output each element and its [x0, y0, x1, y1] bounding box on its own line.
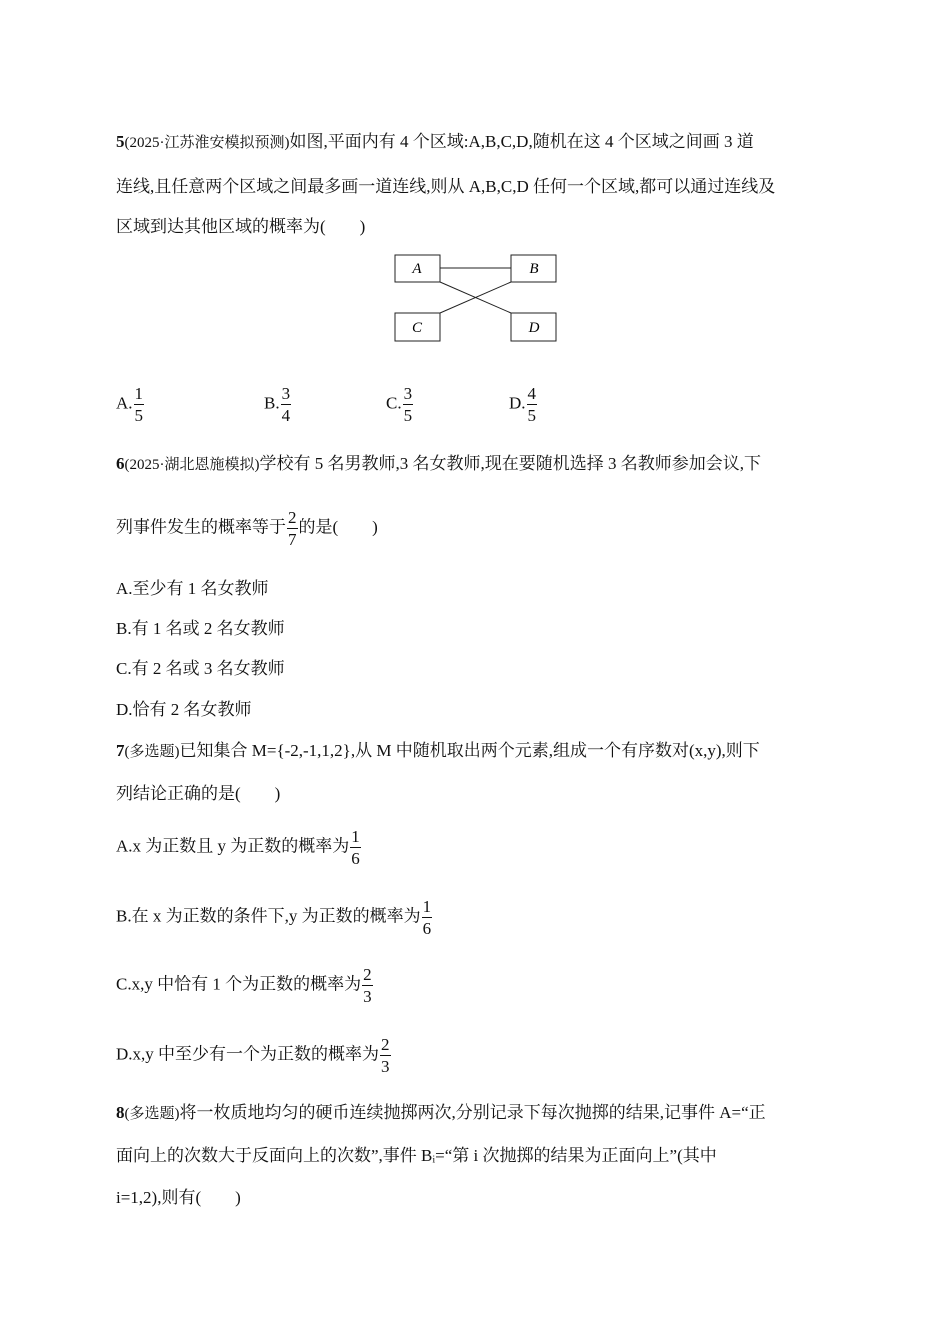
option-label: C.	[386, 393, 402, 413]
q5-line3: 区域到达其他区域的概率为( )	[116, 217, 366, 236]
label-c: C	[411, 320, 423, 336]
q6-number: 6	[116, 454, 125, 473]
q5-option-c[interactable]	[386, 385, 414, 424]
q8-line2: 面向上的次数大于反面向上的次数”,事件 Bᵢ=“第 i 次抛掷的结果为正面向上”(其中	[116, 1146, 717, 1165]
q8-text-1: 将一枚质地均匀的硬币连续抛掷两次,分别记录下每次抛掷的结果,记事件 A=“正	[179, 1103, 766, 1122]
fraction: $\frac{1}{5}$	[134, 384, 144, 425]
q6-text-1: 学校有 5 名男教师,3 名女教师,现在要随机选择 3 名教师参加会议,下	[259, 454, 761, 473]
q6-option-d[interactable]: D.恰有 2 名女教师	[116, 700, 252, 719]
fraction: $\frac{3}{4}$	[281, 384, 291, 425]
fraction: $\frac{2}{7}$	[288, 508, 297, 549]
fraction: $\frac{2}{3}$	[363, 965, 372, 1006]
q6-option-a[interactable]: A.至少有 1 名女教师	[116, 579, 269, 598]
q5-option-d[interactable]	[509, 385, 538, 424]
q6-text-2a: 列事件发生的概率等于	[116, 517, 286, 537]
q7-line1	[116, 740, 760, 763]
q7-option-a[interactable]: A.x 为正数且 y 为正数的概率为 $\frac{1}{6}$	[116, 827, 360, 868]
fraction: $\frac{4}{5}$	[527, 384, 537, 425]
q6-line2	[116, 509, 378, 548]
q7-tag: (多选题)	[124, 744, 180, 760]
q5-number: 5	[116, 132, 125, 151]
q8-tag: (多选题)	[124, 1106, 180, 1122]
q7-line2: 列结论正确的是( )	[116, 784, 281, 803]
q8-number: 8	[116, 1103, 125, 1122]
q6-option-c[interactable]: C.有 2 名或 3 名女教师	[116, 659, 285, 678]
fraction: $\frac{1}{6}$	[422, 897, 432, 938]
option-label: A.	[116, 393, 133, 413]
q8-line3: i=1,2),则有( )	[116, 1188, 241, 1207]
q5-option-a[interactable]	[116, 385, 145, 424]
q6-text-2b: 的是( )	[298, 517, 378, 537]
q5-option-b[interactable]	[264, 385, 292, 424]
q7-option-c[interactable]: C.x,y 中恰有 1 个为正数的概率为 $\frac{2}{3}$	[116, 965, 372, 1006]
q7-text-1: 已知集合 M={-2,-1,1,2},从 M 中随机取出两个元素,组成一个有序数对(x,y),则下	[179, 741, 760, 760]
q8-line1	[116, 1102, 766, 1125]
q5-line1	[116, 131, 754, 154]
q6-option-b[interactable]: B.有 1 名或 2 名女教师	[116, 619, 285, 638]
fraction: $\frac{1}{6}$	[351, 827, 360, 868]
q5-text-1: 如图,平面内有 4 个区域:A,B,C,D,随机在这 4 个区域之间画 3 道	[289, 132, 754, 151]
option-label: B.	[264, 393, 280, 413]
label-d: D	[528, 320, 540, 336]
label-b: B	[529, 261, 539, 277]
label-a: A	[412, 261, 422, 277]
q6-line1	[116, 453, 761, 476]
q7-number: 7	[116, 741, 125, 760]
option-label: D.	[509, 393, 526, 413]
fraction: $\frac{3}{5}$	[403, 384, 413, 425]
q6-source: (2025·湖北恩施模拟)	[124, 457, 260, 473]
q5-source: (2025·江苏淮安模拟预测)	[124, 135, 290, 151]
fraction: $\frac{2}{3}$	[381, 1035, 390, 1076]
q5-line2: 连线,且任意两个区域之间最多画一道连线,则从 A,B,C,D 任何一个区域,都可以通过连线及	[116, 177, 776, 196]
q7-option-b[interactable]: B.在 x 为正数的条件下,y 为正数的概率为 $\frac{1}{6}$	[116, 897, 432, 938]
q5-region-diagram	[390, 250, 560, 346]
q7-option-d[interactable]: D.x,y 中至少有一个为正数的概率为 $\frac{2}{3}$	[116, 1035, 390, 1076]
